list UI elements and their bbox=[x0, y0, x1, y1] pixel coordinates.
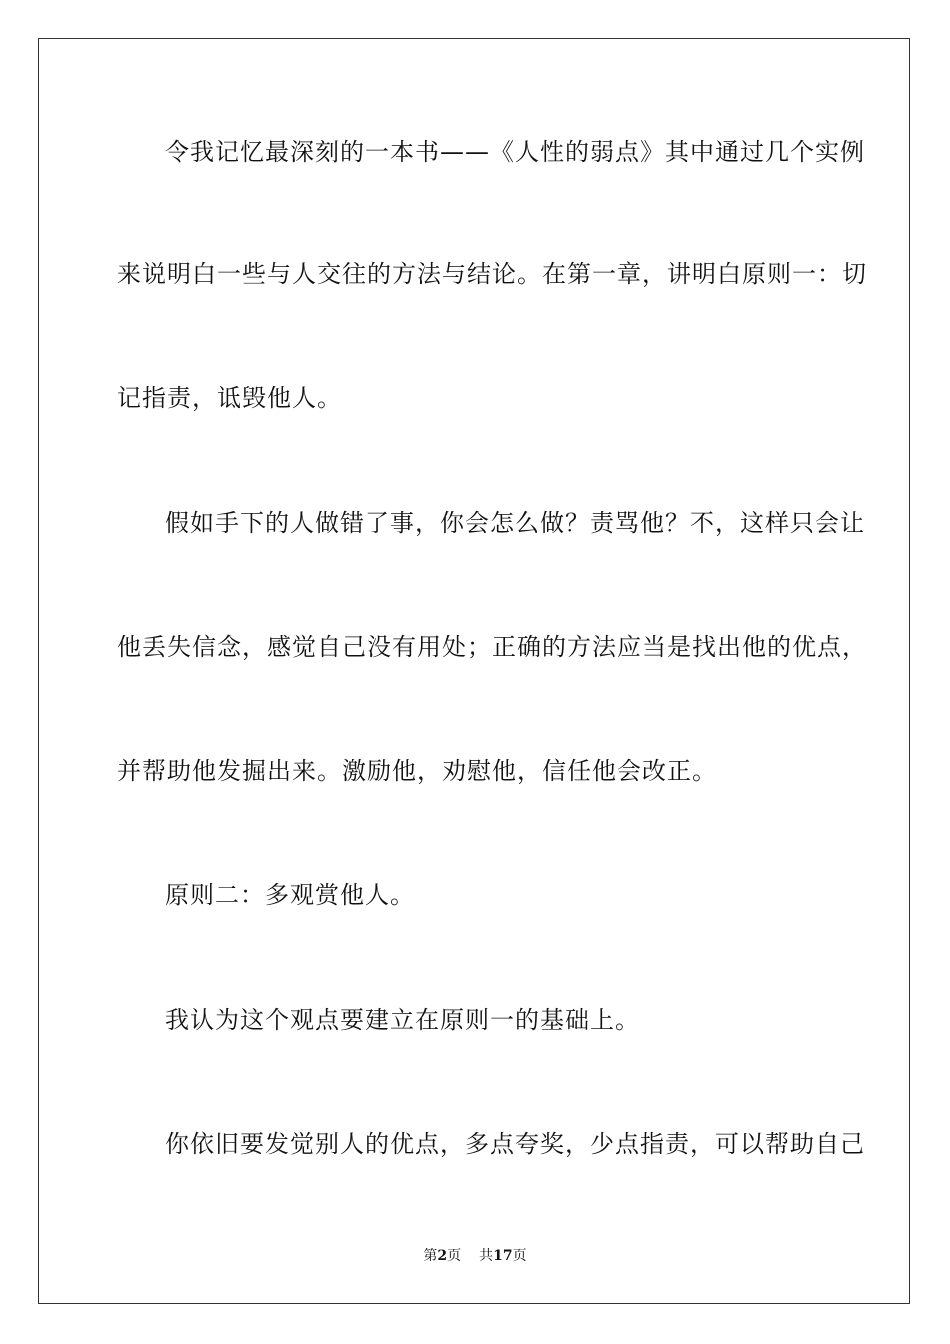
total-prefix: 共 bbox=[479, 1248, 494, 1264]
page-suffix: 页 bbox=[447, 1248, 462, 1264]
page-footer bbox=[0, 1246, 950, 1266]
paragraph-line: 来说明白一些与人交往的方法与结论。在第一章，讲明白原则一：切 bbox=[117, 260, 867, 288]
page-number: 2 bbox=[437, 1248, 448, 1264]
paragraph-line: 并帮助他发掘出来。激励他，劝慰他，信任他会改正。 bbox=[117, 757, 717, 785]
paragraph-line: 令我记忆最深刻的一本书——《人性的弱点》其中通过几个实例 bbox=[165, 138, 865, 166]
paragraph-line: 我认为这个观点要建立在原则一的基础上。 bbox=[165, 1006, 640, 1034]
paragraph-line: 记指责，诋毁他人。 bbox=[117, 384, 342, 412]
total-pages-label bbox=[479, 1248, 526, 1264]
paragraph-line: 原则二：多观赏他人。 bbox=[165, 881, 415, 909]
paragraph-line: 假如手下的人做错了事，你会怎么做？责骂他？不，这样只会让 bbox=[165, 509, 865, 537]
paragraph-line: 他丢失信念，感觉自己没有用处；正确的方法应当是找出他的优点， bbox=[117, 633, 867, 661]
total-suffix: 页 bbox=[512, 1248, 527, 1264]
page-prefix: 第 bbox=[423, 1248, 438, 1264]
page-frame bbox=[38, 38, 910, 1304]
page-number-label bbox=[423, 1248, 461, 1264]
paragraph-line: 你依旧要发觉别人的优点，多点夸奖，少点指责，可以帮助自己 bbox=[165, 1130, 865, 1158]
total-pages: 17 bbox=[493, 1248, 513, 1264]
